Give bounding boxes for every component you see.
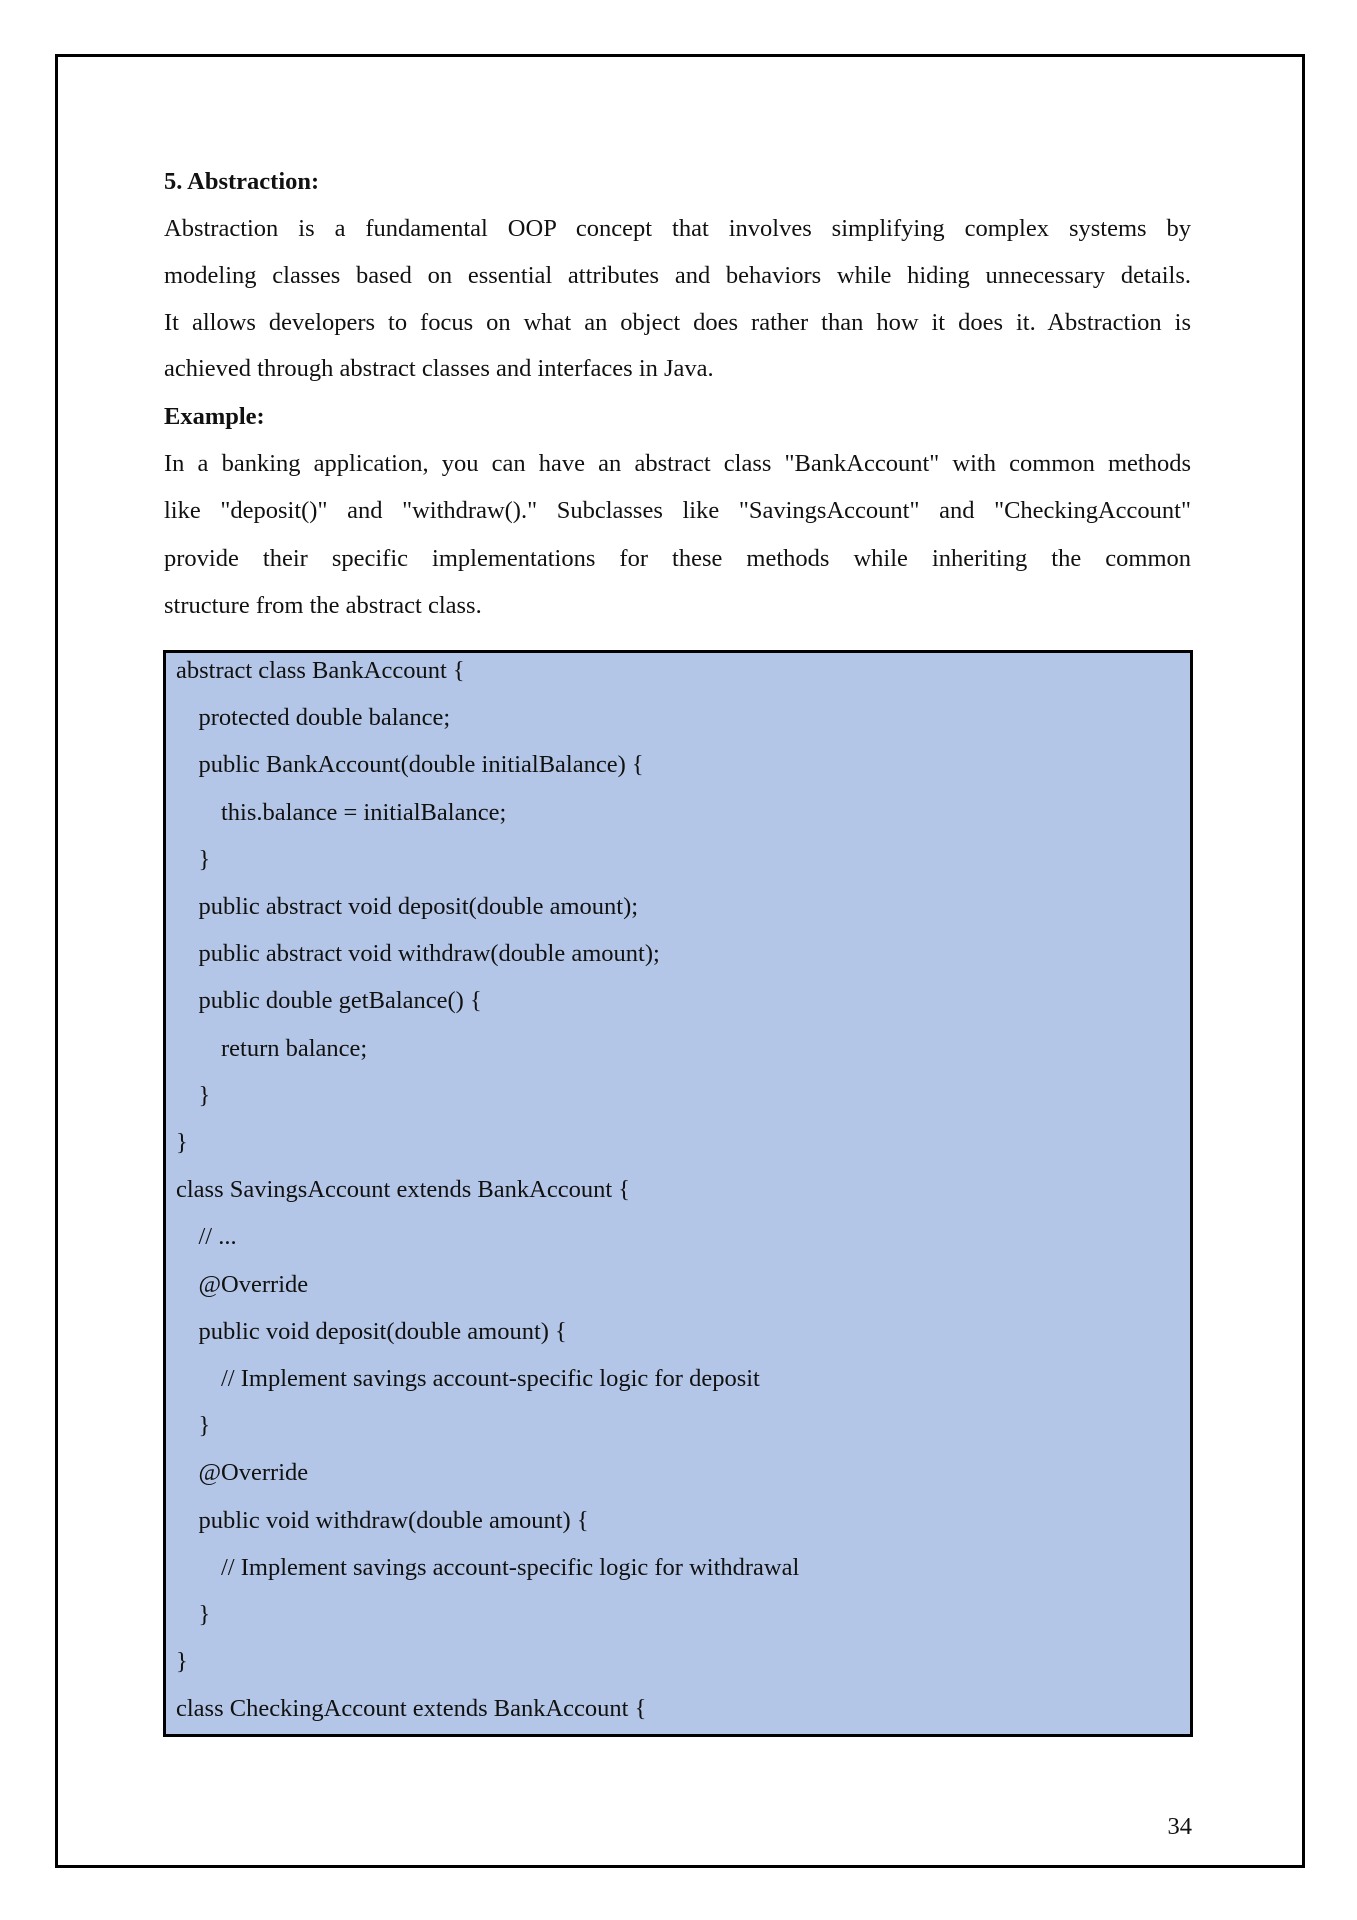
paragraph-line: It allows developers to focus on what an object does rather than how it does it. Abstraction is xyxy=(164,309,1191,336)
code-line: public abstract void deposit(double amount); xyxy=(198,893,639,920)
paragraph-line: provide their specific implementations for these methods while inheriting the common xyxy=(164,545,1191,572)
paragraph-line: structure from the abstract class. xyxy=(164,592,482,619)
code-line: class CheckingAccount extends BankAccount { xyxy=(176,1695,647,1723)
page-number: 34 xyxy=(1167,1813,1192,1840)
code-line: class SavingsAccount extends BankAccount { xyxy=(176,1176,631,1204)
code-line: @Override xyxy=(198,1270,309,1298)
code-line: @Override xyxy=(198,1459,309,1487)
code-line: this.balance = initialBalance; xyxy=(221,798,507,826)
code-line: // Implement savings account-specific logic for withdrawal xyxy=(221,1553,800,1581)
code-line: } xyxy=(198,1412,211,1440)
code-line: } xyxy=(176,1648,188,1676)
section-heading: 5. Abstraction: xyxy=(164,168,320,195)
code-line: } xyxy=(176,1129,188,1156)
paragraph-line: Abstraction is a fundamental OOP concept that involves simplifying complex systems by xyxy=(164,215,1191,242)
example-heading: Example: xyxy=(164,403,265,430)
code-line: public void deposit(double amount) { xyxy=(198,1317,567,1345)
code-line: public BankAccount(double initialBalance) { xyxy=(198,751,644,779)
code-line: } xyxy=(198,1601,211,1628)
code-line: public double getBalance() { xyxy=(198,987,482,1015)
code-line: // ... xyxy=(198,1223,237,1251)
code-line: } xyxy=(198,845,211,873)
code-line: abstract class BankAccount { xyxy=(176,657,465,684)
code-line: protected double balance; xyxy=(198,704,451,732)
paragraph-line: modeling classes based on essential attributes and behaviors while hiding unnecessary details. xyxy=(164,262,1191,289)
code-line: public abstract void withdraw(double amount); xyxy=(198,940,660,968)
code-line: return balance; xyxy=(221,1034,368,1062)
paragraph-line: In a banking application, you can have an abstract class "BankAccount" with common methods xyxy=(164,450,1191,477)
code-block xyxy=(163,650,1193,1737)
paragraph-line: achieved through abstract classes and interfaces in Java. xyxy=(164,355,714,382)
paragraph-line: like "deposit()" and "withdraw()." Subclasses like "SavingsAccount" and "CheckingAccount" xyxy=(164,497,1191,524)
code-line: // Implement savings account-specific logic for deposit xyxy=(221,1365,760,1392)
code-line: public void withdraw(double amount) { xyxy=(198,1506,589,1534)
code-line: } xyxy=(198,1081,211,1109)
